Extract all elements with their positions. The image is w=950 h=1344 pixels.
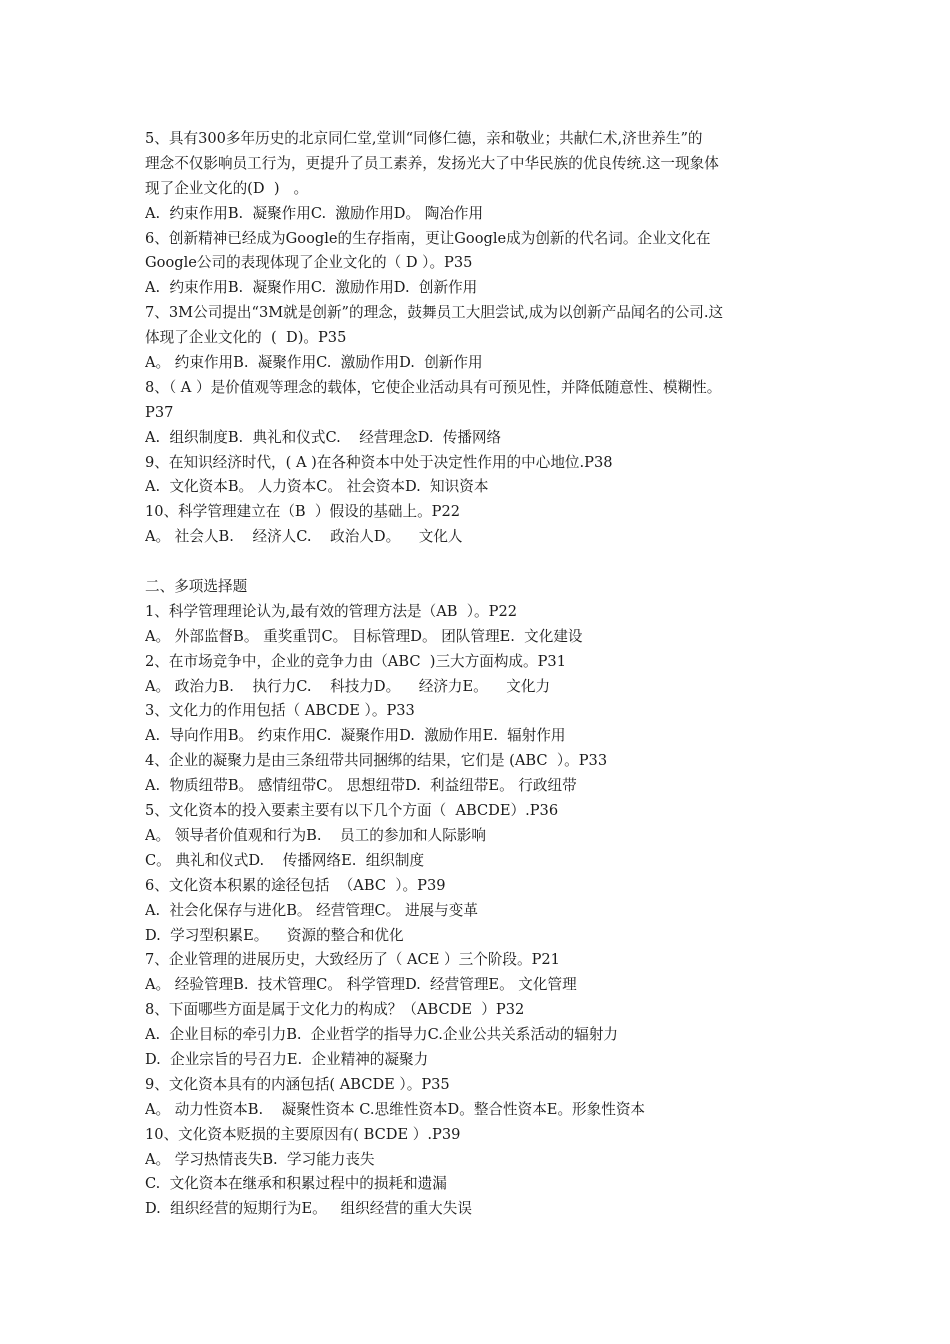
text-line: 5、具有300多年历史的北京同仁堂,堂训“同修仁德，亲和敬业；共献仁术,济世养生”的 bbox=[145, 130, 703, 147]
text-line: C. 文化资本在继承和积累过程中的损耗和遗漏 bbox=[145, 1175, 447, 1193]
text-line: 8、（ A ）是价值观等理念的载体，它使企业活动具有可预见性，并降低随意性、模糊性。 bbox=[145, 378, 722, 396]
text-line: 6、创新精神已经成为Google的生存指南，更让Google成为创新的代名词。企业文化在 bbox=[145, 229, 711, 247]
text-line: A. 约束作用B. 凝聚作用C. 激励作用D。 陶冶作用 bbox=[145, 204, 484, 222]
text-line: A。 政治力B. 执行力C. 科技力D。 经济力E。 文化力 bbox=[145, 677, 551, 695]
text-line: Google公司的表现体现了企业文化的（ D ）。P35 bbox=[145, 254, 473, 272]
text-line: 理念不仅影响员工行为，更提升了员工素养，发扬光大了中华民族的优良传统.这一现象体 bbox=[145, 154, 719, 172]
text-line: 体现了企业文化的 ( D)。P35 bbox=[145, 329, 347, 347]
text-line: P37 bbox=[145, 403, 174, 421]
text-line: A. 约束作用B. 凝聚作用C. 激励作用D. 创新作用 bbox=[145, 279, 478, 297]
document-page bbox=[145, 127, 815, 1222]
text-line: D. 学习型积累E。 资源的整合和优化 bbox=[145, 926, 404, 944]
text-line: A. 物质纽带B。 感情纽带C。 思想纽带D. 利益纽带E。 行政纽带 bbox=[145, 777, 577, 795]
text-line: A。 外部监督B。 重奖重罚C。 目标管理D。 团队管理E. 文化建设 bbox=[145, 627, 583, 645]
text-line: A。 学习热情丧失B. 学习能力丧失 bbox=[145, 1150, 375, 1168]
text-line: 10、文化资本贬损的主要原因有( BCDE ）.P39 bbox=[145, 1125, 461, 1143]
text-line: A. 文化资本B。 人力资本C。 社会资本D. 知识资本 bbox=[145, 478, 489, 496]
text-line: 6、文化资本积累的途径包括 （ABC ）。P39 bbox=[145, 876, 446, 894]
text-line: C。 典礼和仪式D. 传播网络E. 组织制度 bbox=[145, 851, 425, 869]
text-line: A。 领导者价值观和行为B. 员工的参加和人际影响 bbox=[145, 826, 486, 844]
text-line: 7、3M公司提出“3M就是创新”的理念，鼓舞员工大胆尝试,成为以创新产品闻名的公司.这 bbox=[145, 304, 724, 322]
text-line: A. 导向作用B。 约束作用C. 凝聚作用D. 激励作用E. 辐射作用 bbox=[145, 727, 566, 745]
text-line: 8、下面哪些方面是属于文化力的构成？（ABCDE ）P32 bbox=[145, 1001, 525, 1019]
text-line: 10、科学管理建立在（B ）假设的基础上。P22 bbox=[145, 503, 461, 521]
text-line: 2、在市场竞争中，企业的竞争力由（ABC )三大方面构成。P31 bbox=[145, 652, 567, 670]
text-line: D. 组织经营的短期行为E。 组织经营的重大失误 bbox=[145, 1200, 472, 1218]
text-line: A。 动力性资本B. 凝聚性资本 C.思维性资本D。整合性资本E。形象性资本 bbox=[145, 1100, 646, 1118]
text-line: A。 约束作用B. 凝聚作用C. 激励作用D. 创新作用 bbox=[145, 354, 483, 372]
text-line: 3、文化力的作用包括（ ABCDE ）。P33 bbox=[145, 702, 415, 720]
section-heading: 二、多项选择题 bbox=[145, 578, 248, 596]
text-line: D. 企业宗旨的号召力E. 企业精神的凝聚力 bbox=[145, 1050, 429, 1068]
text-line: 9、在知识经济时代，( A )在各种资本中处于决定性作用的中心地位.P38 bbox=[145, 453, 613, 471]
text-line: 7、企业管理的进展历史，大致经历了（ ACE ）三个阶段。P21 bbox=[145, 951, 560, 969]
text-line: A. 社会化保存与进化B。 经营管理C。 进展与变革 bbox=[145, 901, 478, 919]
blank-line bbox=[145, 550, 815, 575]
text-line: A. 企业目标的牵引力B. 企业哲学的指导力C.企业公共关系活动的辐射力 bbox=[145, 1026, 619, 1044]
text-line: 1、科学管理理论认为,最有效的管理方法是（AB ）。P22 bbox=[145, 602, 518, 620]
text-line: A。 社会人B. 经济人C. 政治人D。 文化人 bbox=[145, 528, 463, 546]
text-line: 4、企业的凝聚力是由三条纽带共同捆绑的结果，它们是 (ABC ）。P33 bbox=[145, 752, 608, 770]
text-line: 5、文化资本的投入要素主要有以下几个方面（ ABCDE）.P36 bbox=[145, 802, 559, 820]
text-line: A。 经验管理B. 技术管理C。 科学管理D. 经营管理E。 文化管理 bbox=[145, 976, 577, 994]
text-line: 现了企业文化的(D ) 。 bbox=[145, 179, 309, 197]
text-line: A. 组织制度B. 典礼和仪式C. 经营理念D. 传播网络 bbox=[145, 428, 502, 446]
text-line: 9、文化资本具有的内涵包括( ABCDE ）。P35 bbox=[145, 1075, 450, 1093]
